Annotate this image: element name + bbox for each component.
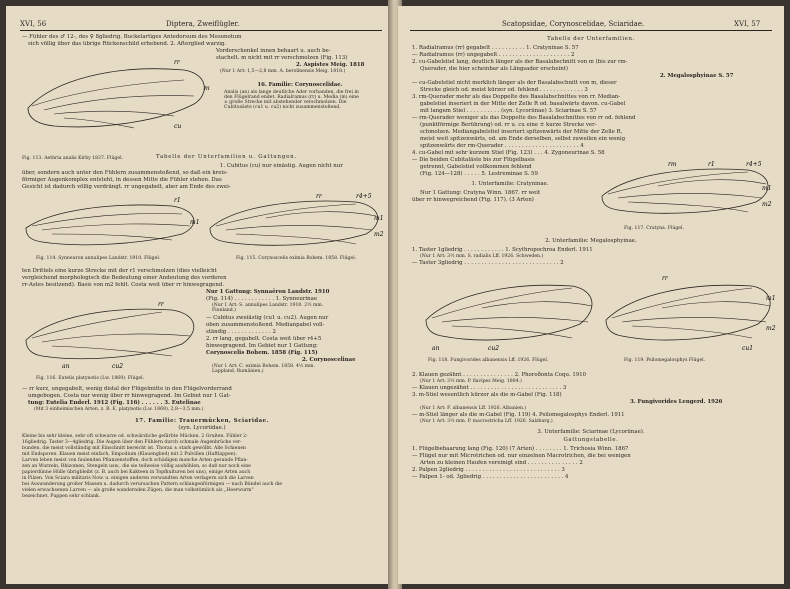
wing-label: m [204, 85, 210, 92]
figure-caption-117: Fig. 117. Cratyna. Flügel. [624, 226, 684, 231]
wing-label: m2 [766, 325, 776, 332]
key-line: — Palpen 1- od. 3gliedrig . . . . . . . . . . . . . . . . . . . . . . . . 4 [412, 474, 569, 480]
text-line: hinwegragend. Im Gebiet nur 1 Gattung: [206, 343, 318, 349]
family-synonym: (syn. Lycoriidae.) [178, 425, 226, 431]
text-line: förmiger Augenkomplex entsteht, in dessen Mitte die Fühler stehen. Das [22, 177, 222, 183]
wing-label: cu2 [112, 363, 124, 370]
wing-label: m1 [374, 215, 384, 222]
key-line: Strecke gleich od. meist kürzer od. fehlend . . . . . . . . . . . . . 3 [420, 87, 588, 93]
header-rule [410, 30, 772, 31]
family-heading: 16. Familie: Corynoscelidae. [257, 82, 343, 88]
wing-label: rr [316, 193, 322, 200]
text-line: bunden, die meist vollständig mit Einschnitt bereicht ist. Thorax ± stark gewölbt. Alle Schienen [22, 446, 246, 451]
species-note: (Nur 1 Art: S. annulipes Landstr. 1910. 2½ mm. [212, 303, 324, 308]
text-line: — rr kurz, ungegabelt, wenig distal der Flügelmitte in den Flügelvorderrand [22, 386, 232, 392]
figure-caption-113: Fig. 113. Aethria analis Kirby 1837. Flügel. [22, 156, 124, 161]
wing-label: m2 [374, 231, 384, 238]
key-line: 1. Radialramus (rr) gegabelt . . . . . . . . . . 1. Cratyninae S. 57 [412, 45, 579, 51]
key-line: meist weit spitzenwärts, od. am Ende derselben, selbst zuweilen ein wenig [420, 136, 626, 142]
subfamily-heading: 1. Unterfamilie: Cratyninae. [471, 181, 549, 187]
key-line: Arten zu kleinen Haufen vereinigt sind . . . . . . . . . . . . . . . 2 [420, 460, 583, 466]
key-line: mit langem Stiel . . . . . . . . . . (syn. Lycoriinae) 3. Sciarinae S. 57 [420, 108, 597, 114]
key-line: 2. Klauen gezähnt . . . . . . . . . . . . . . . 2. Phoroðonta Coqu. 1910 [412, 372, 587, 378]
key-line: Querader, die hier scheinbar als Längsader erscheint) [420, 66, 569, 72]
wing-label: rr [158, 301, 164, 308]
key-line: getrennt, Gabelstiel vollkommen fehlend [420, 164, 532, 170]
wing-figure-114 [22, 194, 202, 252]
table-heading: Gattungstabelle. [563, 437, 619, 443]
key-line: 3. rm-Querader mehr als das Doppelte des Basalabschnittes von rr. Median- [412, 94, 621, 100]
species-note: (Nur 1 Art: C. eximia Bohem. 1858. 4½ mm. [212, 364, 315, 369]
header-rule [20, 30, 382, 31]
text-line: bezeichnet. Puppen sehr schlank. [22, 494, 101, 499]
right-page-header: Scatopsidae, Corynoscelidae, Sciaridae. [502, 20, 645, 28]
wing-figure-119 [602, 270, 776, 354]
wing-label: an [62, 363, 70, 370]
text-line: stachelt. m nicht mit rr verschmolzen (Fig. 113) [216, 55, 348, 61]
text-line: 2. rr lang, gegabelt. Costa weit über r4+5 [206, 336, 322, 342]
figure-caption-119: Fig. 119. Psilomegalosphys Flügel. [624, 358, 706, 363]
text-line: bei Auswanderung großer Massen u. dadurch verursachen Pattern schlangenförmigen — nach Bündel auch die [22, 482, 283, 487]
species-note: (Mit 3 einheimischen Arten, z. B. E. platynotis (Lw. 1869), 2,8—3,5 mm.) [34, 407, 204, 412]
text-line: 1. Cubitus (cu) nur einästig. Augen nicht nur [220, 163, 343, 169]
text-line: sich völlig über das übrige Rückenschild erhebend. 2. Afterglied warzig. [28, 41, 227, 47]
key-line: — Taster 3gliedrig . . . . . . . . . . . . . . . . . . . . . . . . . . . . 2 [412, 260, 564, 266]
key-line: — Klauen ungezähnt . . . . . . . . . . . . . . . . . . . . . . . . . . . 3 [412, 385, 567, 391]
left-page-number: XVI, 56 [20, 20, 47, 28]
right-page-number: XVI, 57 [734, 20, 761, 28]
left-page [6, 6, 392, 584]
key-line: 2. Palpen 2gliedrig . . . . . . . . . . . . . . . . . . . . . . . . . . . . 3 [412, 467, 565, 473]
genus-line: Corynoscelis Bohem. 1858 (Fig. 115) [206, 350, 318, 356]
text-line: 16gliedrig. Taster 3—4gliedrig. Die Augen über den Fühlern durch schmale Augenbrücke ver- [22, 440, 242, 445]
wing-label: r1 [174, 197, 181, 204]
key-line: 2. cu-Gabelstiel lang, deutlich länger als der Basalabschnitt von m (bis zur rm- [412, 59, 628, 65]
key-line: gabelstiel inseriert in der Mitte der Zelle R od. basalwärts davon. cu-Gabel [420, 101, 626, 107]
text-line: rr-Astes besitzend). Basis von m2 fehlt. Costa weit über rr hinwegragend. [22, 282, 225, 288]
key-line: 3. m-Stiel wesentlich kürzer als die m-Gabel (Fig. 118) [412, 392, 562, 398]
text-line: mit Endsporen. Klauen meist einfach, Empodium (Klauenglied) mit 2 Pulvillen (Haftlappen). [22, 452, 237, 457]
key-line: spitzenwärts der rm-Querader . . . . . . . . . . . . . . . . . . . . . . 4 [420, 143, 584, 149]
wing-label: rm [668, 161, 677, 168]
left-page-header: Diptera, Zweiflügler. [166, 20, 240, 28]
subfamily-name: 2. Corynoscelinae [302, 357, 356, 363]
wing-label: m1 [766, 295, 776, 302]
wing-label: rr [174, 59, 180, 66]
wing-label: rr [662, 275, 668, 282]
text-line: vielen erwachsenen Larven — als große wandernden Zügen, die man volkstümlich als „Heerwurm“ [22, 488, 254, 493]
wing-label: m1 [762, 185, 772, 192]
genus-name: 2. Aspistes Meig. 1818 [296, 62, 365, 68]
species-note: (Nur 1 Art: F. albanensis Lff. 1926. Albanien.) [420, 406, 527, 411]
text-line: Kleine bis sehr kleine, sehr oft schwarze od. schwärzliche gefärbte Mücken. 2 Grußen. Fühler 2- [22, 434, 248, 439]
wing-figure-115 [206, 190, 384, 254]
text-line: papierdünne Hülle übrigbleibt (z. B. auch bei Kakteen in Topfkulturen bei uns), einige Arten auch [22, 470, 251, 475]
family-heading: 17. Familie: Trauermücken, Sciaridae. [135, 418, 269, 424]
wing-label: m2 [762, 201, 772, 208]
species-note: (Nur 1 Art: 3½ mm. P. flavipes Meig. 1804.) [420, 379, 522, 384]
text-line: über, sondern auch unter den Fühlern zusammenstoßend, so daß ein kreis- [22, 170, 228, 176]
wing-label: cu2 [488, 345, 500, 352]
text-line: Nur 1 Gattung: Cratyna Winn. 1867. rr weit [420, 190, 541, 196]
key-line: 1. Flügelbehaarung lang (Fig. 120) (7 Arten) . . . . . . . . 1. Trichosia Winn. 1867 [412, 446, 629, 452]
wing-figure-113 [24, 50, 214, 150]
wing-label: m1 [190, 219, 200, 226]
species-note: (Nur 1 Art: 3½ mm. S. radialis Lff. 1926. Schweden.) [420, 254, 544, 259]
subfamily-heading: 3. Unterfamilie: Sciarinae (Lycoriinae). [537, 429, 645, 435]
text-line: vergleichend morphologisch die Bedeutung einer Andeutung des vorderen [22, 275, 227, 281]
key-line: — cu-Gabelstiel nicht merklich länger als der Basalabschnitt von m, dieser [412, 80, 617, 86]
right-page [398, 6, 784, 584]
wing-label: r1 [708, 161, 715, 168]
table-heading: Tabelle der Unterfamilien. [547, 36, 635, 42]
text-line: Vorderschenkel innen behaart u. auch be- [216, 48, 331, 54]
species-note: Lappland, Rumänien.) [212, 369, 264, 374]
text-line: umgebogen. Costa nur wenig über rr hinwegragend. Im Gebiet nur 1 Gat- [28, 393, 231, 399]
wing-figure-118 [422, 270, 598, 354]
figure-caption-118: Fig. 118. Fungivorides albanensis Lff. 1926. Flügel. [428, 358, 549, 363]
text-line: über rr hinwegreichend (Fig. 117). (3 Arten) [412, 197, 534, 203]
wing-label: r4+5 [356, 193, 372, 200]
figure-caption-114: Fig. 114. Synneuron annulipes Landstr. 1910. Flügel. [36, 256, 161, 261]
text-line: Gesicht ist dadurch völlig verdrängt. rr ungegabelt, aber am Ende des zwei- [22, 184, 231, 190]
subfamily-heading: 2. Unterfamilie: Megalosphyinae. [545, 238, 637, 244]
key-line: (punktförmige Berührung) od. rr u. cu eine ± kurze Strecke ver- [420, 122, 597, 128]
text-line: Cubitusäste (cu1 u. cu2) nicht zusammenstoßend. [224, 105, 341, 110]
wing-figure-116 [22, 296, 202, 372]
text-line: ständig . . . . . . . . . . . . . 2 [206, 329, 276, 335]
species-note: (Nur 1 Art: 3½ mm. P. macrostricha Lff. 1926. Salzburg.) [420, 419, 553, 424]
wing-label: r4+5 [746, 161, 762, 168]
wing-label: cu [174, 123, 182, 130]
key-line: — rm-Querader weniger als das Doppelte des Basalabschnittes von rr od. fehlend [412, 115, 636, 121]
key-line: — Die beiden Cubitaläste bis zur Flügelbasis [412, 157, 535, 163]
key-line: 1. Taster 1gliedrig . . . . . . . . . . . . 1. Scythropochroa Enderl. 1911 [412, 247, 593, 253]
text-line: ten Drittels eine kurze Strecke mit der r1 verschmolzen (dies vielleicht [22, 268, 217, 274]
text-line: ± große Strecke mit abstehender verschmolzen. Die [224, 100, 347, 105]
text-line: den Flügelrand endet. Radialramus (rr) u. Media (m) eine [224, 95, 359, 100]
species-note: (Nur 1 Art: 1,5—2,8 mm. A. berolinensis Meig. 1818.) [220, 69, 346, 74]
text-line: in Pilzen. Von Sciara militaris Now. u. einigen anderen verwandten Arten verlagern sich die Larven [22, 476, 254, 481]
key-line: 4. cu-Gabel mit sehr kurzem Stiel (Fig. 123) . . . 4. Zygoneurinae S. 58 [412, 150, 605, 156]
text-line: Larven leben meist von faulenden Pflanzenstoffen, doch schädigen manche Arten gesunde Pflan- [22, 458, 248, 463]
text-line: zen an Wurzeln, Rhizomen, Stengeln usw., die sie teilweise völlig aushöhlen, so daß nur noch eine [22, 464, 251, 469]
figure-caption-116: Fig. 116. Eutelis platynotis (Lw. 1869). Flügel. [36, 376, 145, 381]
text-line: — Cubitus zweiästig (cu1 u. cu2). Augen nur [206, 315, 329, 321]
text-line: tung: Eutelia Enderl. 1912 (Fig. 116) . . . . . . 3. Eutelinae [28, 400, 201, 406]
key-line: — m-Stiel länger als die m-Gabel (Fig. 119) 4. Psilomegalosphys Enderl. 1911 [412, 412, 625, 418]
key-line: (Fig. 124—128) . . . . . 5. Lestreminae S. 59 [420, 171, 538, 177]
text-line: (Fig. 114) . . . . . . . . . . . . 1. Synneurinae [206, 296, 318, 302]
text-line: Analis (an) als lange deutliche Ader vorhanden, die frei in [224, 90, 359, 95]
genus-line: 3. Fungivorides Lengerd. 1926 [630, 399, 723, 405]
key-line: — Radialramus (rr) ungegabelt . . . . . . . . . . . . . . . . . . . . . 2 [412, 52, 575, 58]
wing-figure-117 [598, 158, 774, 222]
genus-line: Nur 1 Gattung: Synnaëron Landstr. 1910 [206, 289, 330, 295]
figure-caption-115: Fig. 115. Corynoscelis eximia Bohem. 1858. Flügel. [236, 256, 357, 261]
wing-label: cu1 [742, 345, 754, 352]
key-line: — Flügel nur mit Microtrichen od. nur einzelnen Macrotrichen, die bei wenigen [412, 453, 631, 459]
key-line: schmolzen. Mediangabelstiel inseriert spitzenwärts der Mitte der Zelle R, [420, 129, 623, 135]
wing-label: an [432, 345, 440, 352]
text-line: oben zusammenstoßend. Medianpabel voll- [206, 322, 325, 328]
subfamily-name: 2. Megalosphyinae S. 57 [660, 73, 734, 79]
species-note: Finnland.) [212, 308, 236, 313]
text-line: — Fühler des ♂ 12-, des ♀ 8gliedrig. Buckelartiges Antedorsum des Mesonotum [22, 34, 242, 40]
table-heading: Tabelle der Unterfamilien u. Gattungen. [156, 154, 297, 160]
